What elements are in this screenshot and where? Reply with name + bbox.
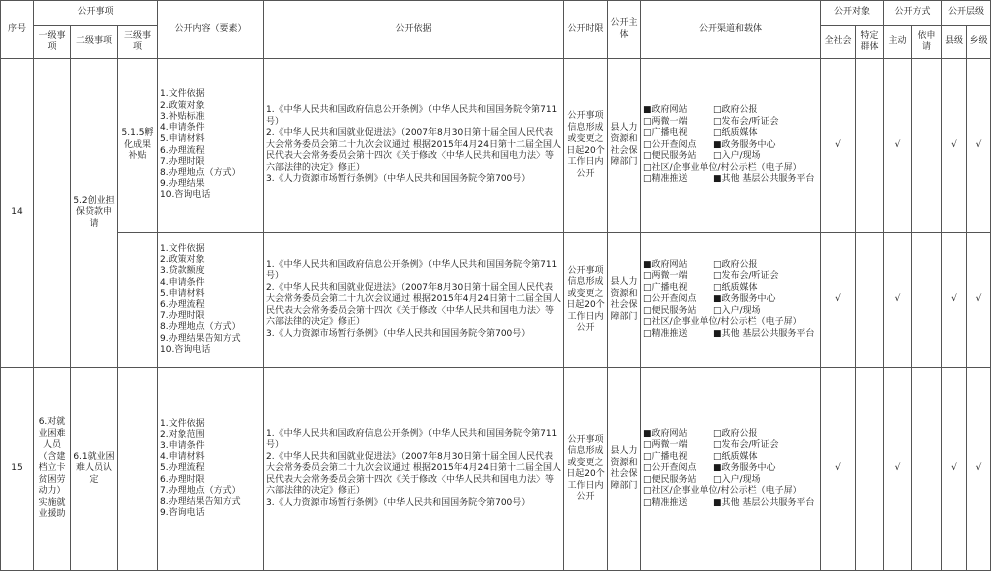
table-row [1, 368, 991, 571]
channel-option: □广播电视 [643, 128, 688, 139]
row-level3: 5.1.5孵化成果补贴 [118, 59, 158, 233]
header-level: 公开层级 [942, 1, 991, 26]
row-level3 [118, 368, 158, 571]
row-level2: 5.2创业担保贷款申请 [71, 59, 118, 368]
header-target: 公开对象 [821, 1, 884, 26]
row-channels [641, 59, 821, 233]
list-item: 10.咨询电话 [160, 190, 211, 201]
row-subject: 县人力资源和社会保障部门 [608, 368, 641, 571]
row-time: 公开事项信息形成或变更之日起20个工作日内公开 [564, 59, 608, 233]
header-target-special: 特定群体 [856, 26, 884, 59]
channel-line [643, 294, 818, 306]
channel-line [643, 105, 818, 117]
list-item: 2.政策对象 [160, 100, 205, 111]
channel-option: □社区/企事业单位/村公示栏（电子屏） [643, 317, 802, 328]
list-item: 7.办理时限 [160, 311, 205, 322]
header-method-apply: 依申请 [912, 26, 942, 59]
channel-option: □社区/企事业单位/村公示栏（电子屏） [643, 162, 802, 173]
channel-option: □精准推送 [643, 328, 688, 339]
list-item: 3.《人力资源市场暂行条例》（中华人民共和国国务院令第700号） [266, 174, 531, 185]
channel-line [643, 317, 818, 329]
row-level1: 6.对就业困难人员（含建档立卡贫困劳动力）实施就业援助 [34, 368, 71, 571]
channel-option: □纸质媒体 [713, 451, 758, 462]
channel-option: □便民服务站 [643, 474, 697, 485]
channel-option: ■政务服务中心 [713, 139, 776, 150]
row-seq: 14 [1, 59, 34, 368]
channel-option: ■政府网站 [643, 428, 688, 439]
check-method-active: √ [884, 233, 912, 368]
list-item: 9.咨询电话 [160, 508, 205, 519]
channel-line [643, 283, 818, 295]
row-basis [264, 233, 564, 368]
channel-option: □入户/现场 [713, 151, 761, 162]
table-row [1, 59, 991, 233]
row-content [158, 59, 264, 233]
list-item: 5.办理流程 [160, 463, 205, 474]
list-item: 1.《中华人民共和国政府信息公开条例》（中华人民共和国国务院令第711号） [266, 428, 558, 451]
list-item: 6.办理流程 [160, 145, 205, 156]
channel-option: □发布会/听证会 [713, 271, 779, 282]
list-item: 8.办理结果告知方式 [160, 497, 241, 507]
list-item: 1.文件依据 [160, 89, 205, 100]
list-item: 5.申请材料 [160, 288, 205, 299]
row-seq: 15 [1, 368, 34, 571]
header-basis: 公开依据 [264, 1, 564, 59]
list-item: 3.《人力资源市场暂行条例》（中华人民共和国国务院令第700号） [266, 497, 531, 508]
channel-line [643, 163, 818, 175]
channel-option: ■政府网站 [643, 105, 688, 116]
header-subject: 公开主体 [608, 1, 641, 59]
channel-option: □公开查阅点 [643, 294, 697, 305]
check-method-apply [912, 59, 942, 233]
check-method-active: √ [884, 368, 912, 571]
check-level-county: √ [942, 233, 967, 368]
channel-option: ■其他 基层公共服务平台 [713, 174, 815, 185]
channel-line [643, 486, 818, 498]
channel-option: □广播电视 [643, 451, 688, 462]
row-level1 [34, 59, 71, 368]
channel-option: □入户/现场 [713, 474, 761, 485]
list-item: 8.办理地点（方式） [160, 322, 241, 333]
header-time: 公开时限 [564, 1, 608, 59]
row-basis [264, 368, 564, 571]
channel-option: □便民服务站 [643, 151, 697, 162]
channel-option: □精准推送 [643, 174, 688, 185]
channel-line [643, 117, 818, 129]
channel-option: □发布会/听证会 [713, 116, 779, 127]
channel-option: □两微一端 [643, 116, 688, 127]
check-level-town: √ [967, 233, 991, 368]
check-target-all: √ [821, 368, 856, 571]
list-item: 1.文件依据 [160, 418, 205, 429]
check-method-apply [912, 368, 942, 571]
channel-option: □政府公报 [713, 259, 758, 270]
row-subject: 县人力资源和社会保障部门 [608, 59, 641, 233]
channel-option: ■政务服务中心 [713, 294, 776, 305]
channel-line [643, 151, 818, 163]
check-level-county: √ [942, 368, 967, 571]
check-target-special [856, 368, 884, 571]
list-item: 2.《中华人民共和国就业促进法》（2007年8月30日第十届全国人民代表大会常务委员会第二十九次会议通过 根据2015年4月24日第十二届全国人民代表大会常务委员会第十四次《关于修改〈中华人民共和国电力法〉等六部法律的决定》修正） [266, 128, 561, 173]
row-channels [641, 233, 821, 368]
row-content [158, 368, 264, 571]
row-subject: 县人力资源和社会保障部门 [608, 233, 641, 368]
row-level2: 6.1就业困难人员认定 [71, 368, 118, 571]
list-item: 5.申请材料 [160, 134, 205, 145]
list-item: 2.《中华人民共和国就业促进法》（2007年8月30日第十届全国人民代表大会常务委员会第二十九次会议通过 根据2015年4月24日第十二届全国人民代表大会常务委员会第十四次《关于修改〈中华人民共和国电力法〉等六部法律的决定》修正） [266, 451, 561, 497]
check-target-special [856, 233, 884, 368]
list-item: 6.办理时限 [160, 474, 205, 485]
channel-line [643, 174, 818, 186]
header-seq: 序号 [1, 1, 34, 59]
channel-option: ■其他 基层公共服务平台 [713, 328, 815, 339]
row-time: 公开事项信息形成或变更之日起20个工作日内公开 [564, 368, 608, 571]
list-item: 2.《中华人民共和国就业促进法》（2007年8月30日第十届全国人民代表大会常务委员会第二十九次会议通过 根据2015年4月24日第十二届全国人民代表大会常务委员会第十四次《关于修改〈中华人民共和国电力法〉等六部法律的决定》修正） [266, 282, 561, 328]
header-level-town: 乡级 [967, 26, 991, 59]
header-level2: 二级事项 [71, 26, 118, 59]
header-matter: 公开事项 [34, 1, 158, 26]
list-item: 4.申请材料 [160, 452, 205, 463]
channel-option: □公开查阅点 [643, 463, 697, 474]
channel-option: □入户/现场 [713, 305, 761, 316]
row-content [158, 233, 264, 368]
list-item: 2.对象范围 [160, 429, 205, 440]
channel-line [643, 452, 818, 464]
check-level-county: √ [942, 59, 967, 233]
channel-line [643, 429, 818, 441]
check-level-town: √ [967, 59, 991, 233]
list-item: 1.文件依据 [160, 243, 205, 254]
channel-option: □社区/企事业单位/村公示栏（电子屏） [643, 486, 802, 497]
channel-option: □发布会/听证会 [713, 440, 779, 451]
channel-option: □两微一端 [643, 440, 688, 451]
channel-line [643, 440, 818, 452]
channel-line [643, 498, 818, 510]
channel-option: ■政务服务中心 [713, 463, 776, 474]
row-channels [641, 368, 821, 571]
check-target-all: √ [821, 59, 856, 233]
check-level-town: √ [967, 368, 991, 571]
header-method: 公开方式 [884, 1, 942, 26]
header-content: 公开内容（要素） [158, 1, 264, 59]
channel-line [643, 128, 818, 140]
channel-option: □政府公报 [713, 105, 758, 116]
list-item: 6.办理流程 [160, 300, 205, 310]
list-item: 8.办理地点（方式） [160, 167, 241, 178]
list-item: 3.《人力资源市场暂行条例》（中华人民共和国国务院令第700号） [266, 328, 531, 339]
channel-line [643, 463, 818, 475]
table-row [1, 233, 991, 368]
channel-option: □纸质媒体 [713, 128, 758, 139]
channel-option: □公开查阅点 [643, 139, 697, 150]
check-method-apply [912, 233, 942, 368]
channel-line [643, 329, 818, 341]
list-item: 7.办理地点（方式） [160, 485, 241, 496]
header-method-active: 主动 [884, 26, 912, 59]
list-item: 4.申请条件 [160, 277, 205, 288]
channel-line [643, 306, 818, 318]
row-level3 [118, 233, 158, 368]
list-item: 4.申请条件 [160, 123, 205, 134]
list-item: 9.办理结果告知方式 [160, 333, 241, 344]
list-item: 3.贷款额度 [160, 266, 205, 277]
header-level-county: 县级 [942, 26, 967, 59]
list-item: 1.《中华人民共和国政府信息公开条例》（中华人民共和国国务院令第711号） [266, 105, 558, 127]
header-level3: 三级事项 [118, 26, 158, 59]
channel-line [643, 271, 818, 283]
list-item: 10.咨询电话 [160, 344, 211, 355]
list-item: 3.申请条件 [160, 440, 205, 451]
channel-line [643, 140, 818, 152]
list-item: 2.政策对象 [160, 255, 205, 266]
channel-option: □精准推送 [643, 497, 688, 508]
list-item: 3.补贴标准 [160, 111, 205, 122]
channel-option: ■政府网站 [643, 259, 688, 270]
row-basis [264, 59, 564, 233]
channel-option: □政府公报 [713, 428, 758, 439]
channel-line [643, 475, 818, 487]
channel-option: □广播电视 [643, 282, 688, 293]
list-item: 7.办理时限 [160, 156, 205, 167]
channel-option: □便民服务站 [643, 305, 697, 316]
header-channel: 公开渠道和载体 [641, 1, 821, 59]
check-target-all: √ [821, 233, 856, 368]
check-method-active: √ [884, 59, 912, 233]
check-target-special [856, 59, 884, 233]
header-row-1 [1, 1, 991, 26]
header-target-all: 全社会 [821, 26, 856, 59]
channel-option: ■其他 基层公共服务平台 [713, 497, 815, 508]
channel-option: □纸质媒体 [713, 282, 758, 293]
header-level1: 一级事项 [34, 26, 71, 59]
channel-line [643, 260, 818, 272]
row-time: 公开事项信息形成或变更之日起20个工作日内公开 [564, 233, 608, 368]
list-item: 9.办理结果 [160, 179, 205, 190]
channel-option: □两微一端 [643, 271, 688, 282]
list-item: 1.《中华人民共和国政府信息公开条例》（中华人民共和国国务院令第711号） [266, 259, 558, 282]
